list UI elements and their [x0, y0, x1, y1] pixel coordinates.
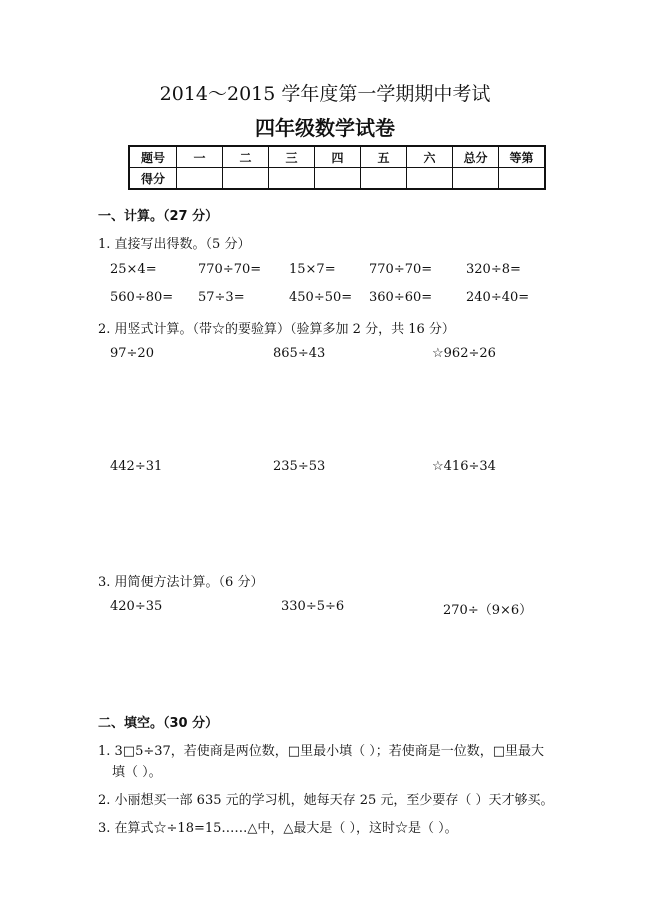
score-cell: 题号 [129, 146, 177, 168]
score-blank-cell[interactable] [407, 168, 453, 190]
oral-item: 770÷70= [198, 262, 262, 277]
simplify-item: 270÷（9×6） [443, 603, 533, 618]
oral-item: 15×7= [289, 262, 336, 277]
q1-label: 1. 直接写出得数。（5 分） [98, 237, 251, 252]
score-blank-cell[interactable] [177, 168, 223, 190]
score-blank-cell[interactable] [315, 168, 361, 190]
oral-item: 450÷50= [289, 290, 353, 305]
vertical-calc-item: 865÷43 [273, 346, 326, 361]
score-cell: 五 [361, 146, 407, 168]
score-cell: 一 [177, 146, 223, 168]
score-cell: 得分 [129, 168, 177, 190]
oral-item: 320÷8= [466, 262, 521, 277]
vertical-calc-item: 442÷31 [110, 459, 163, 474]
score-blank-cell[interactable] [269, 168, 315, 190]
score-cell: 总分 [453, 146, 499, 168]
oral-item: 770÷70= [369, 262, 433, 277]
oral-item: 57÷3= [198, 290, 245, 305]
score-cell: 等第 [499, 146, 546, 168]
score-table-score-row [129, 168, 545, 190]
score-blank-cell[interactable] [361, 168, 407, 190]
score-table [128, 145, 546, 190]
fill-q1-line2: 填（ ）。 [112, 765, 162, 780]
oral-item: 560÷80= [110, 290, 174, 305]
score-cell: 六 [407, 146, 453, 168]
q3-label: 3. 用简便方法计算。（6 分） [98, 575, 264, 590]
score-cell: 二 [223, 146, 269, 168]
section1-heading: 一、计算。（27 分） [98, 209, 219, 224]
score-blank-cell[interactable] [499, 168, 546, 190]
paper-title: 四年级数学试卷 [255, 116, 395, 140]
score-cell: 四 [315, 146, 361, 168]
score-blank-cell[interactable] [223, 168, 269, 190]
vertical-calc-item: 97÷20 [110, 346, 154, 361]
fill-q1-line1: 1. 3□5÷37，若使商是两位数，□里最小填（ ）；若使商是一位数，□里最大 [98, 744, 544, 759]
section2-heading: 二、填空。（30 分） [98, 716, 219, 731]
oral-item: 25×4= [110, 262, 157, 277]
vertical-calc-item: 235÷53 [273, 459, 326, 474]
q2-label: 2. 用竖式计算。（带☆的要验算）（验算多加 2 分，共 16 分） [98, 322, 455, 337]
score-blank-cell[interactable] [453, 168, 499, 190]
fill-q2: 2. 小丽想买一部 635 元的学习机，她每天存 25 元，至少要存（ ）天才够买。 [98, 793, 554, 808]
oral-item: 360÷60= [369, 290, 433, 305]
vertical-calc-item: ☆416÷34 [432, 459, 496, 474]
score-table-header-row [129, 146, 545, 168]
score-cell: 三 [269, 146, 315, 168]
vertical-calc-item: ☆962÷26 [432, 346, 496, 361]
oral-item: 240÷40= [466, 290, 530, 305]
fill-q3: 3. 在算式☆÷18=15……△中，△最大是（ ），这时☆是（ ）。 [98, 821, 458, 836]
exam-title: 2014～2015 学年度第一学期期中考试 [159, 83, 491, 105]
simplify-item: 330÷5÷6 [281, 599, 345, 614]
simplify-item: 420÷35 [110, 599, 163, 614]
